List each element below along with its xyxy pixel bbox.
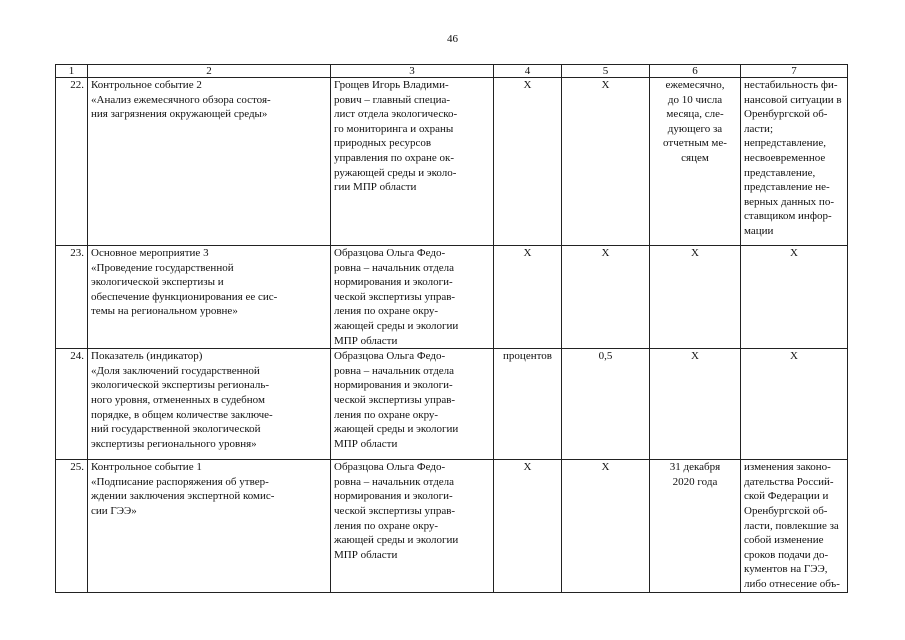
header-cell: 1	[56, 65, 88, 78]
responsible-cell: Грощев Игорь Владими- рович – главный специа- лист отдела экологическо- го мониторинга и охраны природных ресурсов управления по охране ок- ружающей среды и эколо- гии МПР области	[331, 78, 494, 246]
unit-cell: X	[494, 246, 562, 349]
term-cell: X	[650, 349, 741, 460]
risks-cell: X	[741, 349, 848, 460]
event-name-cell: Показатель (индикатор) «Доля заключений государственной экологической экспертизы региональ- ного уровня, отмененных в судебном порядке, в общем количестве заключе- ний государственной экологической экспертизы регионального уровня»	[88, 349, 331, 460]
header-cell: 2	[88, 65, 331, 78]
event-name-cell: Контрольное событие 2 «Анализ ежемесячного обзора состоя- ния загрязнения окружающей среды»	[88, 78, 331, 246]
term-cell: ежемесячно, до 10 числа месяца, сле- дующего за отчетным ме- сяцем	[650, 78, 741, 246]
value-cell: 0,5	[562, 349, 650, 460]
table-row	[56, 349, 848, 460]
value-cell: X	[562, 460, 650, 592]
row-number: 22.	[56, 78, 88, 246]
row-number: 23.	[56, 246, 88, 349]
event-name-cell: Контрольное событие 1 «Подписание распоряжения об утвер- ждении заключения экспертной комис- сии ГЭЭ»	[88, 460, 331, 592]
responsible-cell: Образцова Ольга Федо- ровна – начальник отдела нормирования и экологи- ческой экспертизы управ- ления по охране окру- жающей среды и экологии МПР области	[331, 246, 494, 349]
table-row	[56, 246, 848, 349]
unit-cell: X	[494, 460, 562, 592]
term-cell: 31 декабря 2020 года	[650, 460, 741, 592]
unit-cell: X	[494, 78, 562, 246]
responsible-cell: Образцова Ольга Федо- ровна – начальник отдела нормирования и экологи- ческой экспертизы управ- ления по охране окру- жающей среды и экологии МПР области	[331, 349, 494, 460]
responsible-cell: Образцова Ольга Федо- ровна – начальник отдела нормирования и экологи- ческой экспертизы управ- ления по охране окру- жающей среды и экологии МПР области	[331, 460, 494, 592]
row-number: 25.	[56, 460, 88, 592]
term-cell: X	[650, 246, 741, 349]
risks-cell: изменения законо- дательства Россий- ской Федерации и Оренбургской об- ласти, повлекшие за собой изменение сроков подачи до- кументов на ГЭЭ, либо отнесение объ-	[741, 460, 848, 592]
row-number: 24.	[56, 349, 88, 460]
header-cell: 5	[562, 65, 650, 78]
header-cell: 3	[331, 65, 494, 78]
value-cell: X	[562, 78, 650, 246]
value-cell: X	[562, 246, 650, 349]
header-cell: 4	[494, 65, 562, 78]
table-row	[56, 78, 848, 246]
unit-cell: процентов	[494, 349, 562, 460]
risks-cell: нестабильность фи- нансовой ситуации в Оренбургской об- ласти; непредставление, несвоевременное представление, представление не- верных данных по- ставщиком инфор- мации	[741, 78, 848, 246]
risks-cell: X	[741, 246, 848, 349]
event-name-cell: Основное мероприятие 3 «Проведение государственной экологической экспертизы и обеспечение функционирования ее сис- темы на региональном уровне»	[88, 246, 331, 349]
document-table	[55, 64, 848, 593]
table-row	[56, 460, 848, 592]
header-cell: 6	[650, 65, 741, 78]
page-number: 46	[447, 33, 458, 45]
header-cell: 7	[741, 65, 848, 78]
table-header-row	[56, 65, 848, 78]
